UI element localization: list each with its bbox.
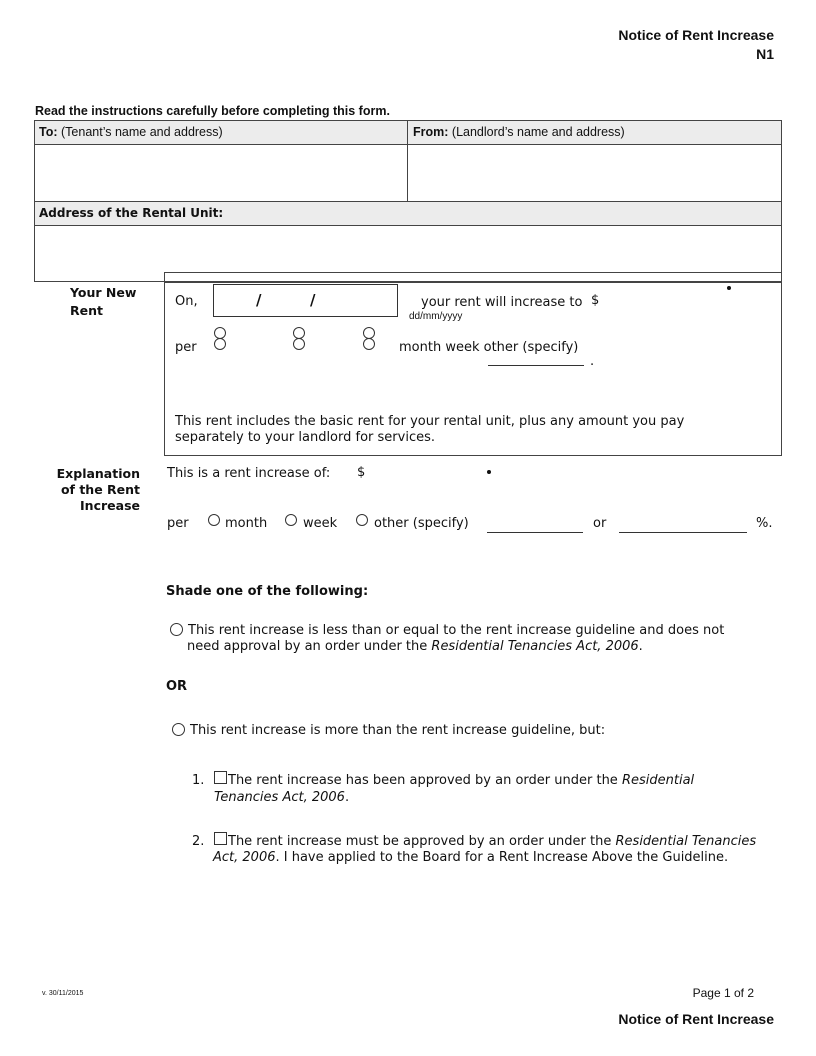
page-number: Page 1 of 2	[692, 986, 754, 1000]
to-hint: (Tenant’s name and address)	[61, 125, 223, 139]
from-hint: (Landlord’s name and address)	[451, 125, 625, 139]
rent-includes-note	[175, 414, 684, 446]
sub-option-1-line2	[214, 790, 349, 805]
increase-week-radio[interactable]	[285, 514, 297, 526]
below-guideline-radio[interactable]	[170, 623, 183, 636]
date-separator-2: /	[310, 291, 316, 309]
version-date: v. 30/11/2015	[42, 990, 84, 997]
increase-percent-sign: %.	[756, 516, 773, 531]
sub-option-1-line1-pre: The rent increase has been approved by an order under the	[228, 773, 618, 788]
sub-option-2-act-part1: Residential Tenancies	[615, 834, 757, 849]
to-label-cell	[39, 125, 223, 139]
new-rent-other-radio[interactable]	[361, 326, 377, 352]
to-from-divider	[407, 121, 408, 201]
sub-option-2-line2	[213, 850, 728, 865]
instructions-text: Read the instructions carefully before completing this form.	[35, 104, 390, 118]
sub-option-1-act-part2: Tenancies Act, 2006	[214, 790, 345, 805]
must-be-approved-checkbox[interactable]	[214, 832, 227, 845]
below-guideline-line2	[187, 639, 643, 654]
new-rent-month-radio[interactable]	[212, 326, 228, 352]
new-rent-currency: $	[591, 293, 600, 308]
increase-other-radio[interactable]	[356, 514, 368, 526]
effective-date-input[interactable]	[213, 284, 398, 317]
increase-month-label: month	[225, 516, 268, 531]
or-divider-text: OR	[166, 679, 188, 694]
increase-or-text: or	[593, 516, 607, 531]
rent-includes-line2: separately to your landlord for services.	[175, 430, 435, 445]
rent-includes-line1: This rent includes the basic rent for your rental unit, plus any amount you pay	[175, 414, 685, 429]
sub-option-2-line1-pre: The rent increase must be approved by an order under the	[228, 834, 612, 849]
below-guideline-line1: This rent increase is less than or equal to the rent increase guideline and does not	[188, 623, 725, 638]
approved-order-checkbox[interactable]	[214, 771, 227, 784]
sub-option-2-line2-post: . I have applied to the Board for a Rent Increase Above the Guideline.	[275, 850, 729, 865]
your-new-rent-label-line1: Your New	[70, 285, 137, 300]
increase-week-label: week	[303, 516, 338, 531]
radio-stacked-icon	[361, 326, 377, 352]
sub-option-2-number: 2.	[192, 834, 205, 849]
explanation-label-line2: of the Rent	[60, 482, 140, 497]
increase-currency: $	[357, 465, 366, 480]
from-label: From:	[413, 125, 449, 139]
increase-per-label: per	[167, 516, 189, 531]
your-new-rent-label-line2: Rent	[70, 303, 103, 318]
new-rent-other-specify-input[interactable]	[488, 352, 584, 366]
to-label: To:	[39, 125, 58, 139]
explanation-label-line3: Increase	[80, 498, 140, 513]
new-rent-period-dot: .	[590, 354, 595, 369]
increase-amount-input[interactable]	[372, 462, 512, 482]
form-code: N1	[756, 46, 774, 62]
explanation-label	[40, 466, 140, 514]
date-separator-1: /	[256, 291, 262, 309]
increase-month-radio[interactable]	[208, 514, 220, 526]
your-new-rent-label	[70, 284, 136, 320]
sub-option-2-act-part2: Act, 2006	[213, 850, 276, 865]
radio-stacked-icon	[291, 326, 307, 352]
rental-unit-label: Address of the Rental Unit:	[39, 206, 224, 220]
new-rent-period-options: month week other (specify)	[399, 340, 579, 355]
from-label-cell	[413, 125, 625, 139]
date-format-hint: dd/mm/yyyy	[409, 311, 463, 322]
increase-percent-input[interactable]	[619, 518, 747, 533]
increase-of-text: This is a rent increase of:	[167, 466, 331, 481]
footer-title: Notice of Rent Increase	[618, 1011, 774, 1027]
increase-decimal-dot	[487, 470, 491, 474]
increase-other-label: other (specify)	[374, 516, 469, 531]
tenant-name-address-field[interactable]	[36, 145, 406, 201]
landlord-name-address-field[interactable]	[409, 145, 779, 201]
on-label: On,	[175, 294, 198, 309]
sub-option-1-line1	[228, 773, 694, 788]
below-guideline-line2-pre: need approval by an order under the	[187, 639, 428, 654]
sub-option-2-line1	[228, 834, 756, 849]
increase-to-text: your rent will increase to	[421, 295, 583, 310]
new-rent-decimal-dot	[727, 286, 731, 290]
shade-heading: Shade one of the following:	[166, 584, 369, 599]
sub-option-1-number: 1.	[192, 773, 205, 788]
above-guideline-text: This rent increase is more than the rent increase guideline, but:	[190, 723, 606, 738]
increase-other-specify-input[interactable]	[487, 518, 583, 533]
explanation-label-line1: Explanation	[56, 466, 140, 481]
new-rent-amount-input[interactable]	[605, 288, 765, 308]
to-from-table	[34, 120, 782, 202]
above-guideline-radio[interactable]	[172, 723, 185, 736]
form-title: Notice of Rent Increase	[618, 27, 774, 43]
new-rent-week-radio[interactable]	[291, 326, 307, 352]
sub-option-1-line2-post: .	[344, 790, 350, 805]
rental-unit-table	[34, 202, 782, 282]
sub-option-1-act-part1: Residential	[621, 773, 695, 788]
below-guideline-act: Residential Tenancies Act, 2006	[431, 639, 639, 654]
new-rent-per-label: per	[175, 340, 197, 355]
new-rent-box-top-line	[165, 282, 781, 283]
radio-stacked-icon	[212, 326, 228, 352]
below-guideline-line2-post: .	[638, 639, 643, 654]
